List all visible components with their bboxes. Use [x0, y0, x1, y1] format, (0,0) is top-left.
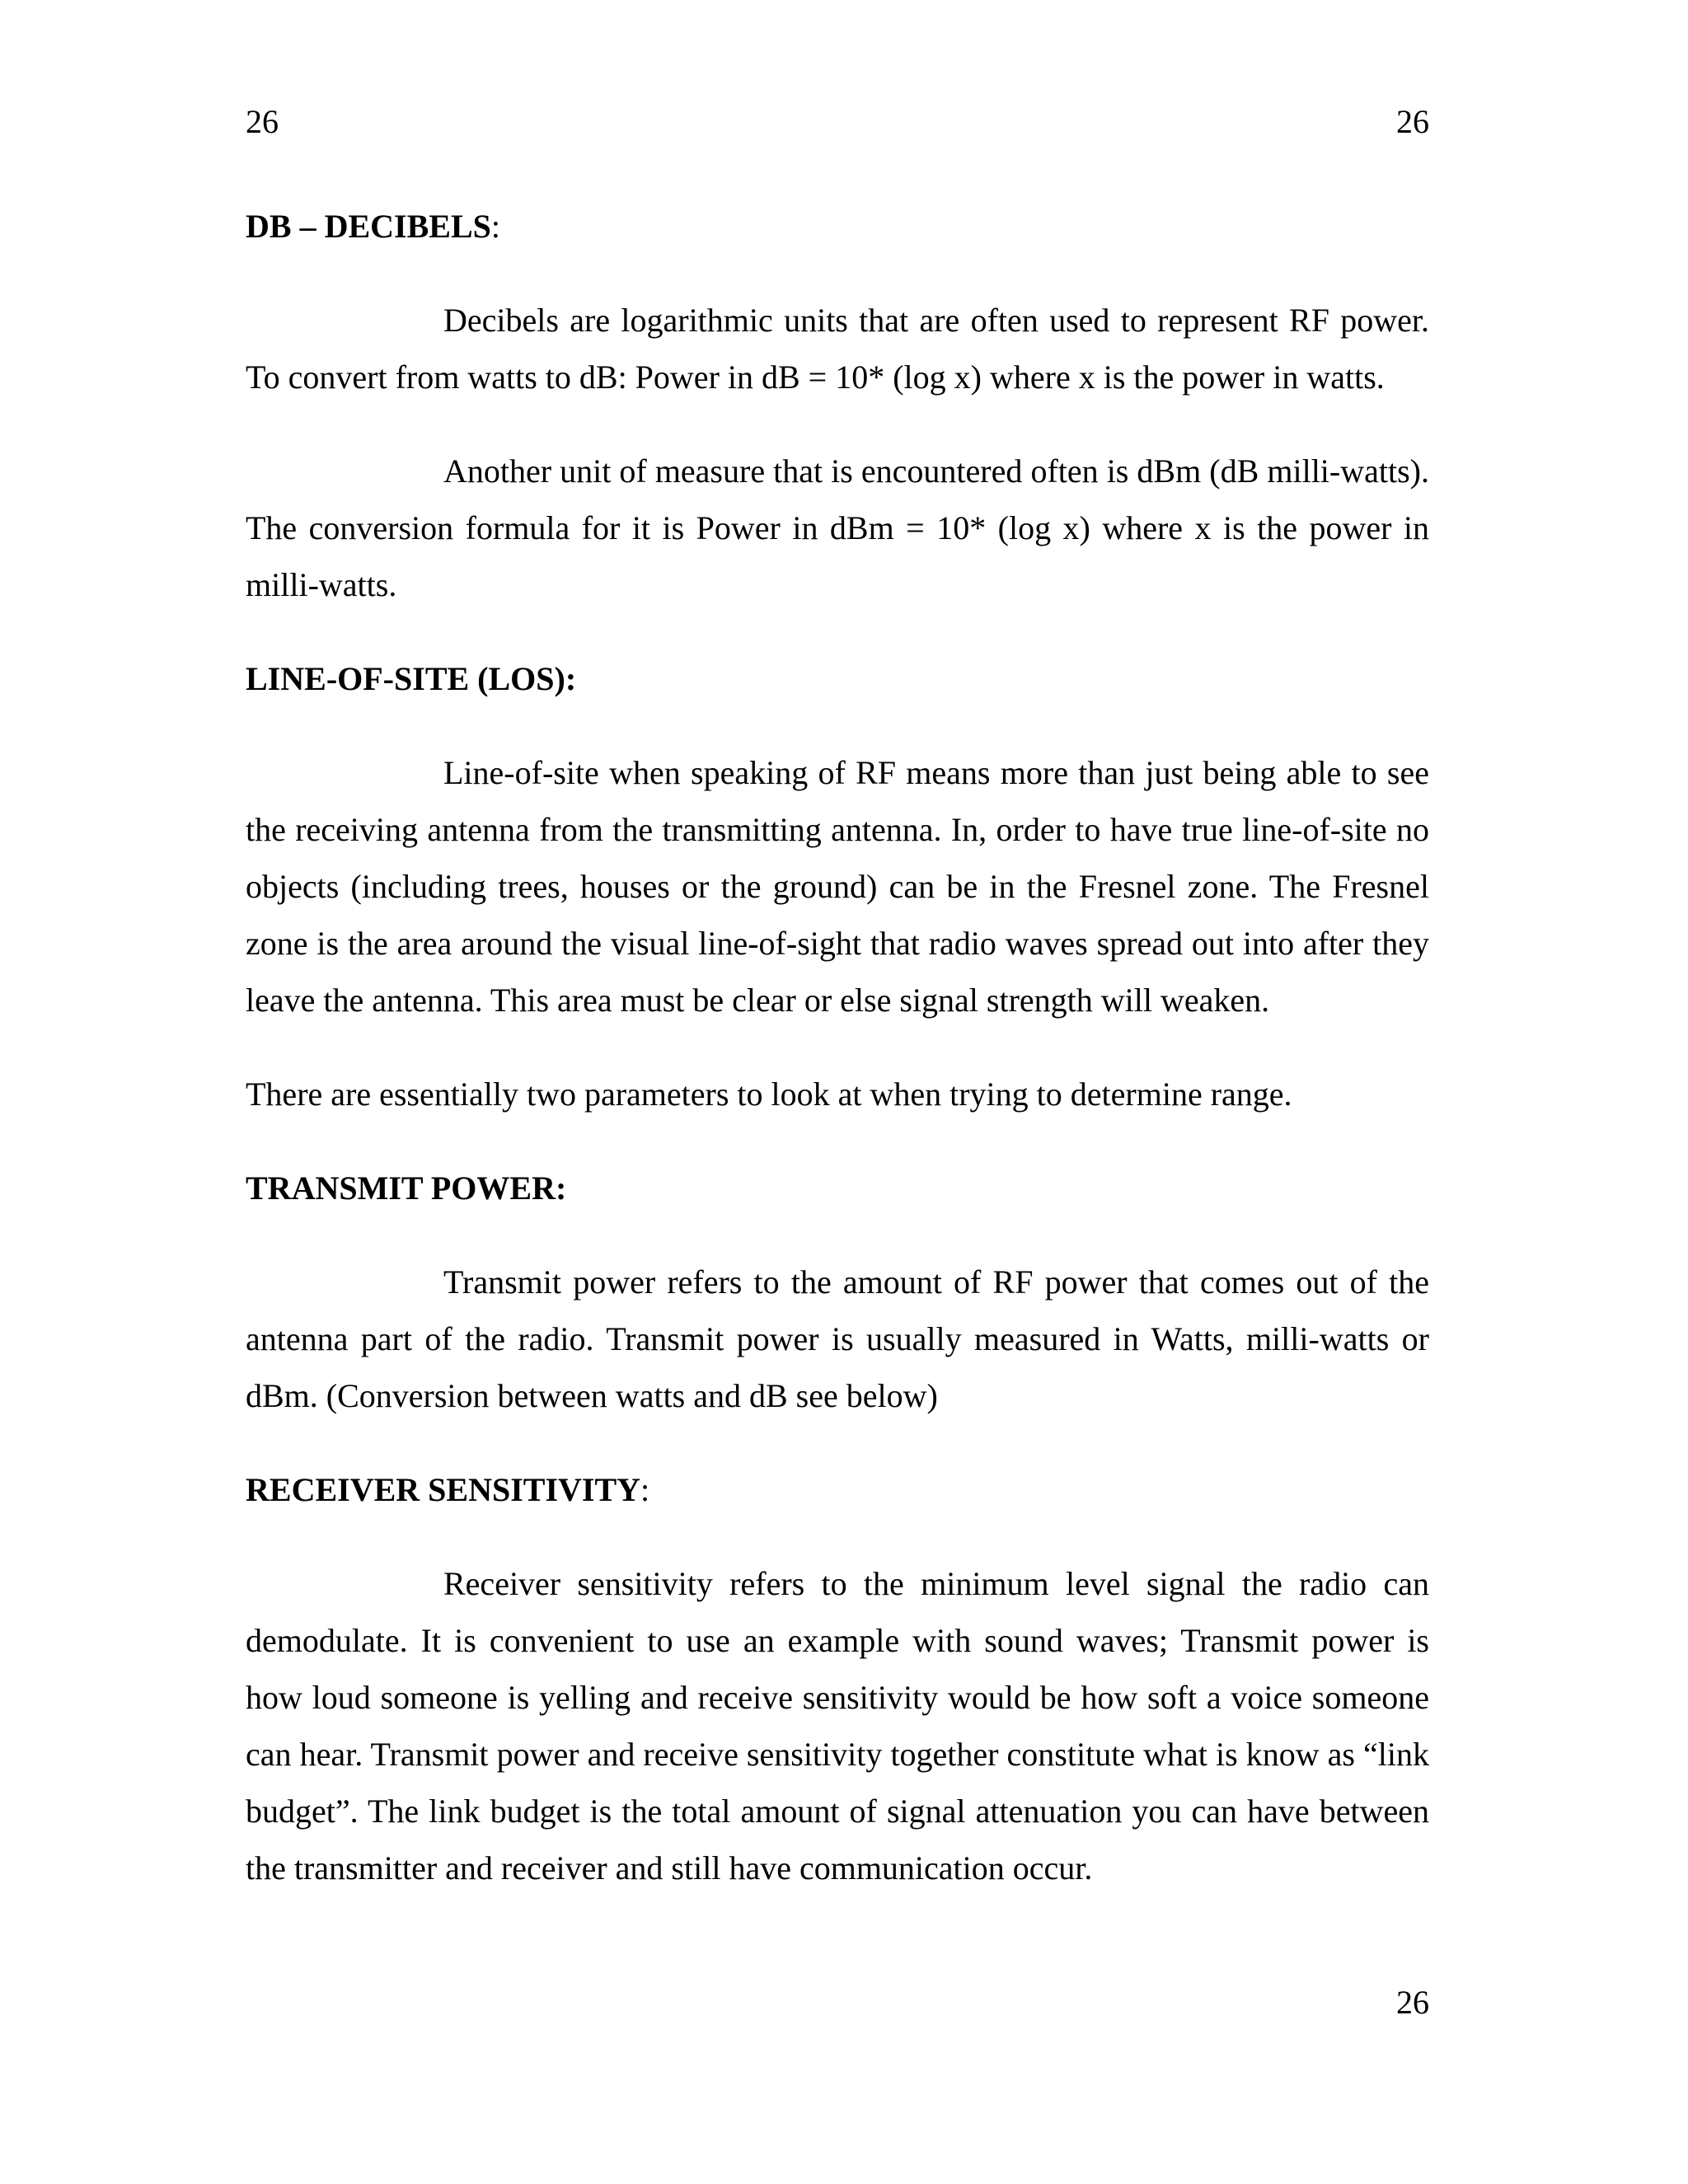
heading-transmit-power: [246, 1160, 1429, 1216]
page-number-top-right: 26: [1396, 103, 1429, 140]
paragraph-los-1: Line-of-site when speaking of RF means more than just being able to see the receiving antenna from the transmitting antenna. In, order to have true line-of-site no objects (including trees, houses or the ground) can be in the Fresnel zone. The Fresnel zone is the area around the visual line-of-sight that radio waves spread out into after they leave the antenna. This area must be clear or else signal strength will weaken.: [246, 754, 1429, 1019]
heading-los-text: LINE-OF-SITE (LOS):: [246, 660, 577, 697]
heading-receiver-sensitivity-colon: :: [640, 1471, 650, 1508]
heading-decibels: [246, 198, 1429, 255]
heading-los: [246, 650, 1429, 707]
paragraph-los-2: There are essentially two parameters to look at when trying to determine range.: [246, 1076, 1292, 1113]
paragraph-transmit-power-1: Transmit power refers to the amount of RF power that comes out of the antenna part of the radio. Transmit power is usually measured in Watts, milli-watts or dBm. (Conversion between watts and dB see below): [246, 1263, 1429, 1414]
heading-decibels-colon: :: [490, 208, 500, 245]
heading-decibels-text: DB – DECIBELS: [246, 208, 491, 245]
document-body: [246, 198, 1429, 1933]
paragraph-decibels-2: Another unit of measure that is encountered often is dBm (dB milli-watts). The conversion formula for it is Power in dBm = 10* (log x) where x is the power in milli-watts.: [246, 452, 1429, 603]
heading-receiver-sensitivity: [246, 1461, 1429, 1518]
paragraph-receiver-sensitivity-1: Receiver sensitivity refers to the minimum level signal the radio can demodulate. It is convenient to use an example with sound waves; Transmit power is how loud someone is yelling and receive sensitivity would be how soft a voice someone can hear. Transmit power and receive sensitivity together constitute what is know as “link budget”. The link budget is the total amount of signal attenuation you can have between the transmitter and receiver and still have communication occur.: [246, 1565, 1429, 1886]
page-number-top-left: 26: [246, 103, 279, 140]
paragraph-decibels-1: Decibels are logarithmic units that are often used to represent RF power. To convert from watts to dB: Power in dB = 10* (log x) where x is the power in watts.: [246, 302, 1429, 396]
heading-transmit-power-text: TRANSMIT POWER:: [246, 1169, 567, 1207]
heading-receiver-sensitivity-text: RECEIVER SENSITIVITY: [246, 1471, 641, 1508]
page-number-bottom-right: 26: [1396, 1984, 1429, 2021]
